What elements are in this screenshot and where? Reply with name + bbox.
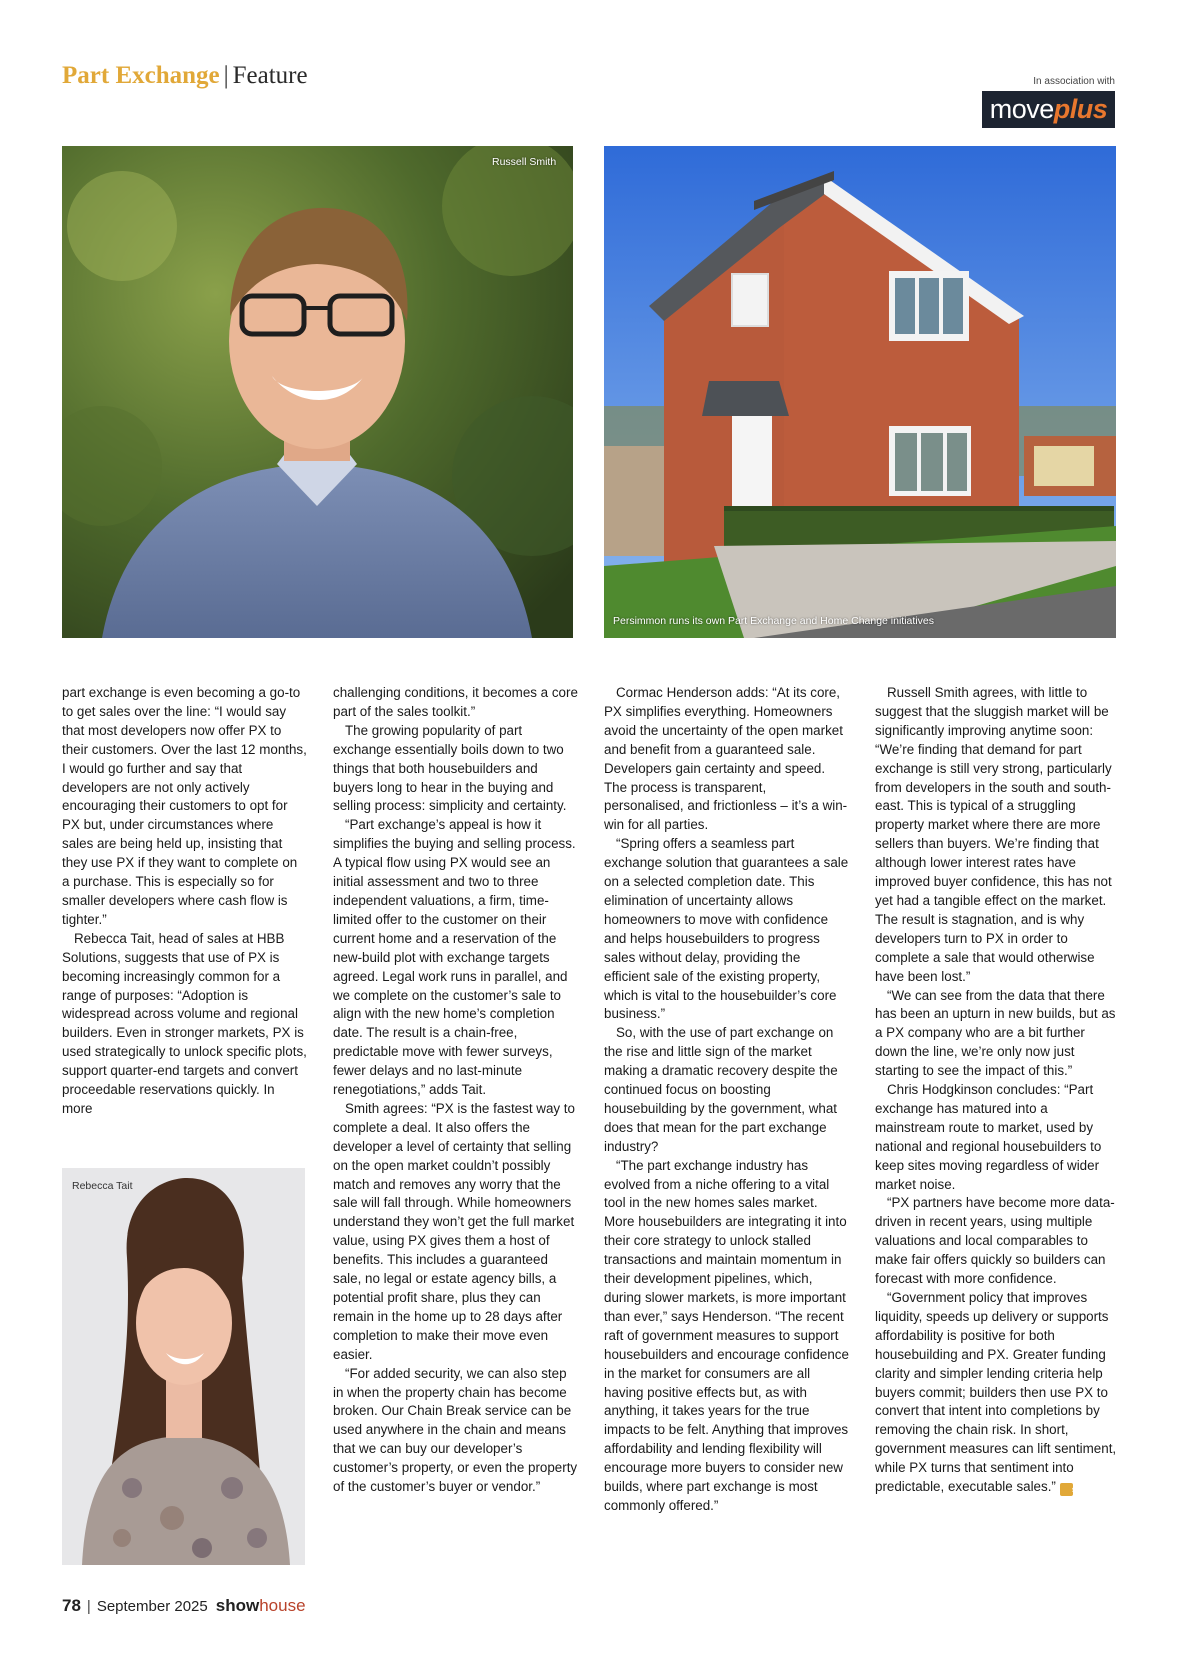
article-column-1 — [62, 684, 307, 1119]
photo-caption-house: Persimmon runs its own Part Exchange and Home Change initiatives — [613, 615, 934, 627]
paragraph: “Spring offers a seamless part exchange solution that guarantees a sale on a selected completion date. This elimination of uncertainty allows homeowners to move with confidence and helps housebuilders to progress sales without delay, providing the efficient sale of the existing property, which is vital to the housebuilder’s core business.” — [604, 836, 849, 1022]
logo-text-move: move — [989, 94, 1054, 124]
article-column-2 — [333, 684, 578, 1497]
article-column-3 — [604, 684, 849, 1516]
header-separator: | — [223, 62, 229, 89]
article-column-4 — [875, 684, 1120, 1497]
photo-persimmon-house — [604, 146, 1116, 638]
paragraph: “The part exchange industry has evolved from a niche offering to a vital tool in the new homes sales market. More housebuilders are integrating it into their core strategy to unlock stalled transactions and maintain momentum in their development pipelines, which, during slower markets, is more important than ever,” says Henderson. “The recent raft of government measures to support housebuilders and encourage confidence in the market for consumers are all having positive effects but, as with anything, it takes years for the true impacts to be felt. Anything that improves affordability and lending flexibility will encourage more buyers to consider new builds, where part exchange is most commonly offered.” — [604, 1157, 849, 1513]
paragraph: part exchange is even becoming a go-to to get sales over the line: “I would say that most developers now offer PX to their customers. Over the last 12 months, I would go further and say that developers are not only actively encouraging their customers to opt for PX but, under circumstances where sales are being held up, insisting that they use PX if they want to complete on a purchase. This is especially so for smaller developers where cash flow is tighter.” — [62, 685, 307, 927]
end-mark-icon: sh — [1060, 1483, 1073, 1496]
moveplus-logo — [982, 91, 1115, 128]
brand-name-house: house — [259, 1596, 306, 1615]
brand-name-show: show — [215, 1596, 260, 1615]
feature-label: Feature — [232, 62, 308, 89]
photo-caption-russell: Russell Smith — [492, 156, 557, 168]
paragraph: So, with the use of part exchange on the rise and little sign of the market making a dramatic recovery despite the continued focus on boosting housebuilding by the government, what does that mean for the part exchange industry? — [604, 1025, 838, 1154]
section-header — [62, 62, 308, 90]
paragraph: Chris Hodgkinson concludes: “Part exchange has matured into a mainstream route to market, used by national and regional housebuilders to keep sites moving regardless of wider market noise. — [875, 1082, 1102, 1192]
paragraph-last — [875, 1289, 1120, 1497]
section-title: Part Exchange — [62, 62, 220, 89]
page-footer — [62, 1596, 306, 1616]
paragraph: “We can see from the data that there has been an upturn in new builds, but as a PX company who are a bit further down the line, we’re only now just starting to see the impact of this.” — [875, 987, 1116, 1079]
photo-caption-rebecca: Rebecca Tait — [72, 1180, 133, 1192]
paragraph: “PX partners have become more data-driven in recent years, using multiple valuations and local comparables to make fair offers quickly so builders can forecast with more confidence. — [875, 1195, 1115, 1287]
page-number: 78 — [62, 1596, 81, 1615]
paragraph: Russell Smith agrees, with little to suggest that the sluggish market will be significantly improving anytime soon: “We’re finding that demand for part exchange is still very strong, particularly from developers in the south and south-east. This is typical of a struggling property market where there are more sellers than buyers. We’re finding that although lower interest rates have improved buyer confidence, this has not yet had a tangible effect on the market. The result is stagnation, and is why developers turn to PX in order to complete a sale that would otherwise have been lost.” — [875, 685, 1112, 984]
paragraph: “For added security, we can also step in when the property chain has become broken. Our Chain Break service can be used anywhere in the chain and means that we can buy our developer’s customer’s property, or even the property of the customer’s buyer or vendor.” — [333, 1365, 578, 1495]
issue-date: September 2025 — [96, 1598, 208, 1615]
paragraph-text: “Government policy that improves liquidity, speeds up delivery or supports affordability is positive for both housebuilding and PX. Greater funding clarity and simpler lending criteria help buyers commit; builders then use PX to convert that intent into completions by removing the chain risk. In short, government measures can lift sentiment, while PX turns that sentiment into predictable, executable sales.” — [875, 1290, 1117, 1495]
paragraph: “Part exchange’s appeal is how it simplifies the buying and selling process. A typical flow using PX would see an initial assessment and two to three independent valuations, a firm, time-limited offer to the customer on their current home and a reservation of the new-build plot with exchange targets agreed. Legal work runs in parallel, and we complete on the customer’s sale to align with the new home’s completion date. The result is a chain-free, predictable move with fewer surveys, fewer delays and no last-minute renegotiations,” adds Tait. — [333, 817, 576, 1098]
paragraph: Cormac Henderson adds: “At its core, PX simplifies everything. Homeowners avoid the uncertainty of the open market and benefit from a guaranteed sale. Developers gain certainty and speed. The process is transparent, personalised, and frictionless – it’s a win-win for all parties. — [604, 685, 848, 833]
photo-rebecca-tait — [62, 1168, 305, 1565]
logo-text-plus: plus — [1053, 94, 1108, 124]
photo-russell-smith — [62, 146, 573, 638]
association-label: In association with — [1033, 76, 1115, 87]
footer-separator: | — [86, 1598, 91, 1615]
paragraph: Smith agrees: “PX is the fastest way to complete a deal. It also offers the developer a level of certainty that selling on the open market couldn’t possibly match and removes any worry that the sale will fall through. While homeowners understand they won’t get the full market value, using PX gives them a host of benefits. This includes a guaranteed sale, no legal or estate agency bills, a potential profit share, plus they can remain in the home up to 28 days after completion to make their move even easier. — [333, 1100, 575, 1362]
paragraph: Rebecca Tait, head of sales at HBB Solutions, suggests that use of PX is becoming increasingly common for a range of purposes: “Adoption is widespread across volume and regional builders. Even in stronger markets, PX is used strategically to unlock specific plots, support quarter-end targets and convert proceedable reservations quickly. In more — [62, 930, 307, 1116]
paragraph: The growing popularity of part exchange essentially boils down to two things that both housebuilders and buyers long to hear in the buying and selling process: simplicity and certainty. — [333, 722, 567, 814]
paragraph: challenging conditions, it becomes a core part of the sales toolkit.” — [333, 685, 578, 719]
